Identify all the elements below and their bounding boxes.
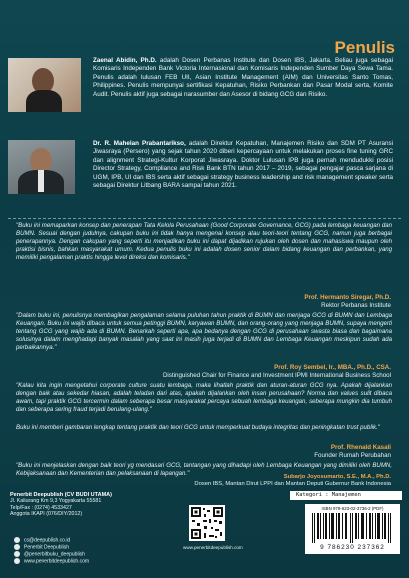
testimonial-quote-1: "Buku ini memaparkan konsep dan penerapan Tata Kelola Perusahaan (Good Corporate Governance, GCG) pada lembaga keuangan dan BUMN. Sesuai dengan judulnya, cakupan buku ini tidak hanya mengenai konsep atau teori-teori tentang GCG, namun juga berbagai penerapannya. Dengan cakupan yang seperti itu menjadikan buku ini dapat dijadikan rujukan oleh dosen dan mahasiswa maupun oleh praktisi bisnis, bahkan masyarakat umum. Kedua penulis buku ini adalah dosen senior dalam bidang keuangan dan perbankan, yang memiliki pengalaman praktis hingga level direksi dan komisaris." bbox=[16, 222, 392, 261]
author-photo-1 bbox=[8, 58, 81, 112]
author-photo-2 bbox=[8, 140, 75, 194]
isbn-text: ISBN 978-623-02-3736-2 (PDF) bbox=[321, 506, 384, 511]
instagram-icon bbox=[14, 551, 20, 557]
divider-top bbox=[8, 218, 401, 219]
category-label: Kategori : Manajemen bbox=[290, 491, 402, 500]
testimonial-attribution-1 bbox=[304, 294, 391, 310]
web-icon bbox=[14, 558, 20, 564]
author-name-2: Dr. R. Mahelan Prabantarikso, bbox=[93, 140, 186, 147]
testimonial-attribution-4 bbox=[194, 474, 391, 488]
email-icon bbox=[14, 537, 20, 543]
testimonial-name-4: Subarjo Joyosumarto, S.E., M.A., Ph.D. bbox=[283, 474, 391, 480]
testimonial-role-1: Rektor Perbanas Institute bbox=[321, 301, 391, 309]
testimonial-attribution-3 bbox=[314, 444, 391, 460]
testimonial-quote-4: "Buku ini menjelaskan dengan baik teori yg mendasari GCG, tantangan yang dihadapi oleh Lembaga Keuangan yang dimiliki oleh BUMN, Kebijaksanaan dan Kementerian dan pelaksanaan di lapangan." bbox=[16, 462, 392, 477]
barcode bbox=[305, 504, 400, 554]
section-title: Penulis bbox=[334, 38, 395, 57]
publisher-social-list bbox=[14, 537, 89, 565]
barcode-bars bbox=[312, 513, 393, 543]
testimonial-name-3: Prof. Rhenald Kasali bbox=[330, 444, 391, 451]
testimonial-quote-3: "Kalau kita ingin mengetahui corporate culture suatu lembaga, maka lihatlah praktik dan aturan-aturan GCG nya. Apakah dijalankan dengan baik atau sekedar hiasan, adalah teladan dari atas, apakah dijalankan oleh insan perusahaan? Norma dan values sulit dibaca awam, tapi praktik GCG tercermin dalam seberapa besar masyarakat percaya sebuah lembaga keuangan, seberapa mungkin dia tumbuh dan seberapa sering fraud terjadi berulang-ulang." bbox=[16, 382, 392, 413]
author-bio-1: Zaenal Abidin, Ph.D. adalah Dosen Perbanas Institute dan Dosen IBS, Jakarta. Beliau juga sebagai Komisaris Independen Bank Victoria Internasional dan Komisaris Independen Sumber Daya Sewa Tama. Penulis adalah lulusan FEB UII, Asian Institute Management (AIM) dan Universitas Santo Tomas, Philippines. Penulis mempunyai sertifikasi Kepatuhan, Risiko Perbankan dan Pasar Modal serta, Komite Audit. Penulis aktif juga sebagai narasumber dan Asesor di bidang GCG dan Risiko. bbox=[93, 57, 393, 98]
author-bio-2: Dr. R. Mahelan Prabantarikso, adalah Direktur Kepatuhan, Manajemen Risiko dan SDM PT Asuransi Jiwasraya (Persero) yang sejak tahun 2020 diberi kepercayaan untuk melakukan proses fine tuning GRC dan alignment Strategi-Kultur Korporat Jiwasraya. Doktor Lulusan IPB juga pernah mendudukki posisi Director Strategy, Compliance and Risk Bank BTN tahun 2017 – 2019, sebagai pengajar pasca sarjana di UGM, IPB, UI dan IBS serta aktif sebagai strategy business leadership and risk management speaker serta sebagai Direktur Litbang BARA sampai tahun 2021. bbox=[93, 140, 393, 190]
testimonial-name-1: Prof. Hermanto Siregar, Ph.D. bbox=[304, 294, 391, 301]
social-web[interactable]: www.penerbitdeepublish.com bbox=[14, 558, 89, 565]
publisher-info bbox=[10, 492, 112, 518]
social-email[interactable]: cs@deepublish.co.id bbox=[14, 537, 89, 544]
barcode-number: 9 786230 237362 bbox=[320, 544, 385, 551]
publisher-member: Anggota IKAPI (076/DIY/2012) bbox=[10, 511, 83, 518]
facebook-icon bbox=[14, 544, 20, 550]
publisher-address: Jl. Kaliurang Km 9,3 Yogyakarta 55581 bbox=[10, 498, 102, 505]
testimonial-role-4: Dosen IBS, Mantan Dirut LPPI dan Mantan Deputi Gubernur Bank Indonesia bbox=[194, 481, 391, 487]
social-instagram[interactable]: @penerbitbuku_deepublish bbox=[14, 551, 89, 558]
testimonial-role-2: Distinguished Chair for Finance and Investment IPMI International Business School bbox=[162, 371, 391, 379]
qr-code[interactable] bbox=[189, 505, 225, 541]
social-facebook[interactable]: Penerbit Deepublish bbox=[14, 544, 89, 551]
qr-url: www.penerbitdeepublish.com bbox=[183, 545, 243, 550]
testimonial-quote-3b: Buku ini memberi gambaran lengkap tentang praktik dan teori GCG untuk memperkuat budaya integritas dan peningkatan trust publik." bbox=[16, 424, 380, 431]
testimonial-quote-2: "Dalam buku ini, penulisnya membagikan pengalaman selama puluhan tahun praktik di BUMN dan menjaga GCG di BUMN dan Lembaga Keuangan. Buku ini wajib dibaca untuk semua petinggi BUMN, karyawan BUMN, dan orang-orang yang menjaga BUMN, supaya mengerti tentang GCG yang wajib ada di BUMN. Benarkah seperti apa, apa bedanya dengan GCG di perusahaan swasta biasa dan bagaimana solusinya dalam menghadapi banyak masalah yang saat ini masih juga terjadi di BUMN dan Lembaga Keuangan meskipun sudah ada perbaikannya." bbox=[16, 312, 392, 351]
qr-code-graphic bbox=[189, 505, 225, 541]
testimonial-attribution-2 bbox=[163, 364, 391, 380]
testimonial-role-3: Founder Rumah Perubahan bbox=[314, 451, 391, 459]
publisher-phone: Telp/Fax : (0274) 4533427 bbox=[10, 504, 72, 511]
author-name-1: Zaenal Abidin, Ph.D. bbox=[93, 57, 157, 64]
publisher-name: Penerbit Deepublish (CV BUDI UTAMA) bbox=[10, 492, 112, 498]
testimonial-name-2: Prof. Roy Sembel, Ir., MBA., Ph.D., CSA. bbox=[274, 364, 391, 371]
